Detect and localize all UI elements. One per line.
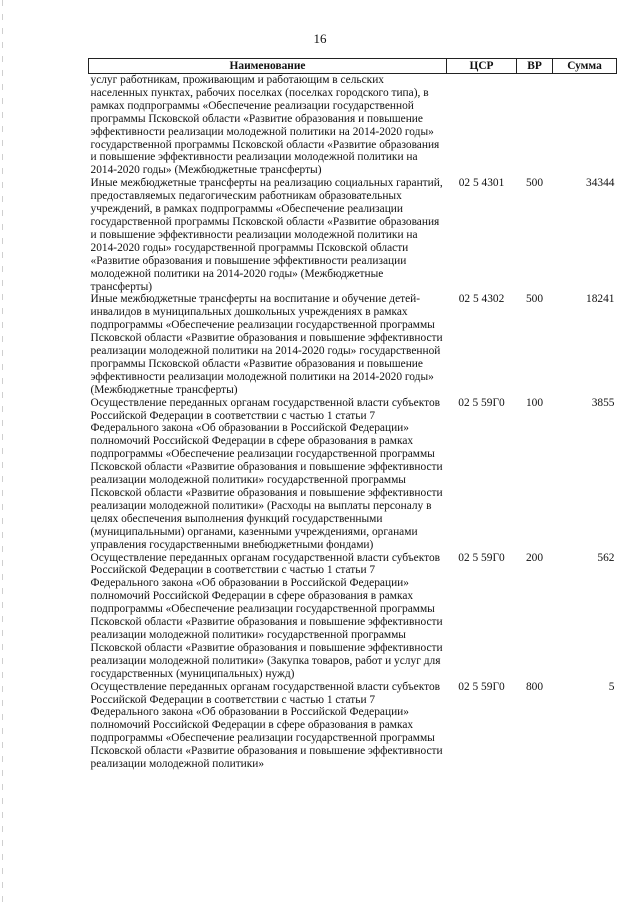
row-csr: 02 5 59Г0 <box>458 680 505 693</box>
row-vr: 100 <box>525 396 544 409</box>
row-csr <box>447 74 517 178</box>
row-sum: 562 <box>597 551 615 564</box>
row-sum: 3855 <box>591 396 615 409</box>
row-name: Иные межбюджетные трансферты на воспитание и обучение детей-инвалидов в муниципальных дошкольных учреждениях в рамках подпрограммы «Обеспечение реализации государственной программы Псковской области «Развитие образования и повышение эффективности реализации молодежной политики на 2014-2020 годы» государственной программы Псковской области «Развитие образования и повышение эффективности реализации молодежной политики на 2014-2020 годы» (Межбюджетные трансферты) <box>90 293 443 396</box>
header-csr: ЦСР <box>447 59 517 74</box>
page-number: 16 <box>313 31 327 46</box>
table-row <box>89 74 617 178</box>
row-csr: 02 5 59Г0 <box>458 551 505 564</box>
row-vr: 500 <box>525 293 544 306</box>
row-name: услуг работникам, проживающим и работающим в сельских населенных пунктах, рабочих поселках (поселках городского типа), в рамках подпрограммы «Обеспечение реализации государственной программы Псковской области «Развитие образования и повышение эффективности реализации молодежной политики на 2014-2020 годы» государственной программы Псковской области «Развитие образования и повышение эффективности реализации молодежной политики на 2014-2020 годы» (Межбюджетные трансферты) <box>90 74 440 177</box>
row-name: Осуществление переданных органам государственной власти субъектов Российской Федерации в соответствии с частью 1 статьи 7 Федерального закона «Об образовании в Российской Федерации» полномочий Российской Федерации в сфере образования в рамках подпрограммы «Обеспечение реализации государственной программы Псковской области «Развитие образования и повышение эффективности реализации молодежной политики» государственной программы Псковской области «Развитие образования и повышение эффективности реализации молодежной политики» (Закупка товаров, работ и услуг для государственных (муниципальных) нужд) <box>90 551 443 680</box>
table-row <box>89 552 617 681</box>
row-vr <box>517 74 553 178</box>
table-row <box>89 397 617 552</box>
row-vr: 800 <box>525 680 544 693</box>
row-vr: 500 <box>525 177 544 190</box>
table-row <box>89 681 617 771</box>
row-name: Осуществление переданных органам государственной власти субъектов Российской Федерации в соответствии с частью 1 статьи 7 Федерального закона «Об образовании в Российской Федерации» полномочий Российской Федерации в сфере образования в рамках подпрограммы «Обеспечение реализации государственной программы Псковской области «Развитие образования и повышение эффективности реализации молодежной политики» <box>90 680 443 771</box>
row-sum: 34344 <box>586 177 615 190</box>
header-sum: Сумма <box>553 59 617 74</box>
table-header-row <box>89 59 617 74</box>
row-sum: 5 <box>608 680 615 693</box>
scan-edge-mark <box>2 0 3 905</box>
row-sum: 18241 <box>586 293 615 306</box>
row-vr: 200 <box>525 551 544 564</box>
budget-table <box>88 58 617 771</box>
row-csr: 02 5 4301 <box>458 177 505 190</box>
row-csr: 02 5 4302 <box>458 293 505 306</box>
header-name: Наименование <box>89 59 447 74</box>
row-name: Осуществление переданных органам государственной власти субъектов Российской Федерации в соответствии с частью 1 статьи 7 Федерального закона «Об образовании в Российской Федерации» полномочий Российской Федерации в сфере образования в рамках подпрограммы «Обеспечение реализации государственной программы Псковской области «Развитие образования и повышение эффективности реализации молодежной политики» государственной программы Псковской области «Развитие образования и повышение эффективности реализации молодежной политики» (Расходы на выплаты персоналу в целях обеспечения выполнения функций государственными (муниципальными) органами, казенными учреждениями, органами управления государственными внебюджетными фондами) <box>90 396 443 551</box>
header-vr: ВР <box>517 59 553 74</box>
row-csr: 02 5 59Г0 <box>458 396 505 409</box>
table-row <box>89 177 617 293</box>
table-row <box>89 293 617 396</box>
row-sum <box>553 74 617 178</box>
row-name: Иные межбюджетные трансферты на реализацию социальных гарантий, предоставляемых педагогическим работникам образовательных учреждений, в рамках подпрограммы «Обеспечение реализации государственной программы Псковской области «Развитие образования и повышение эффективности реализации молодежной политики на 2014-2020 годы» государственной программы Псковской области «Развитие образования и повышение эффективности реализации молодежной политики на 2014-2020 годы» (Межбюджетные трансферты) <box>90 177 443 293</box>
